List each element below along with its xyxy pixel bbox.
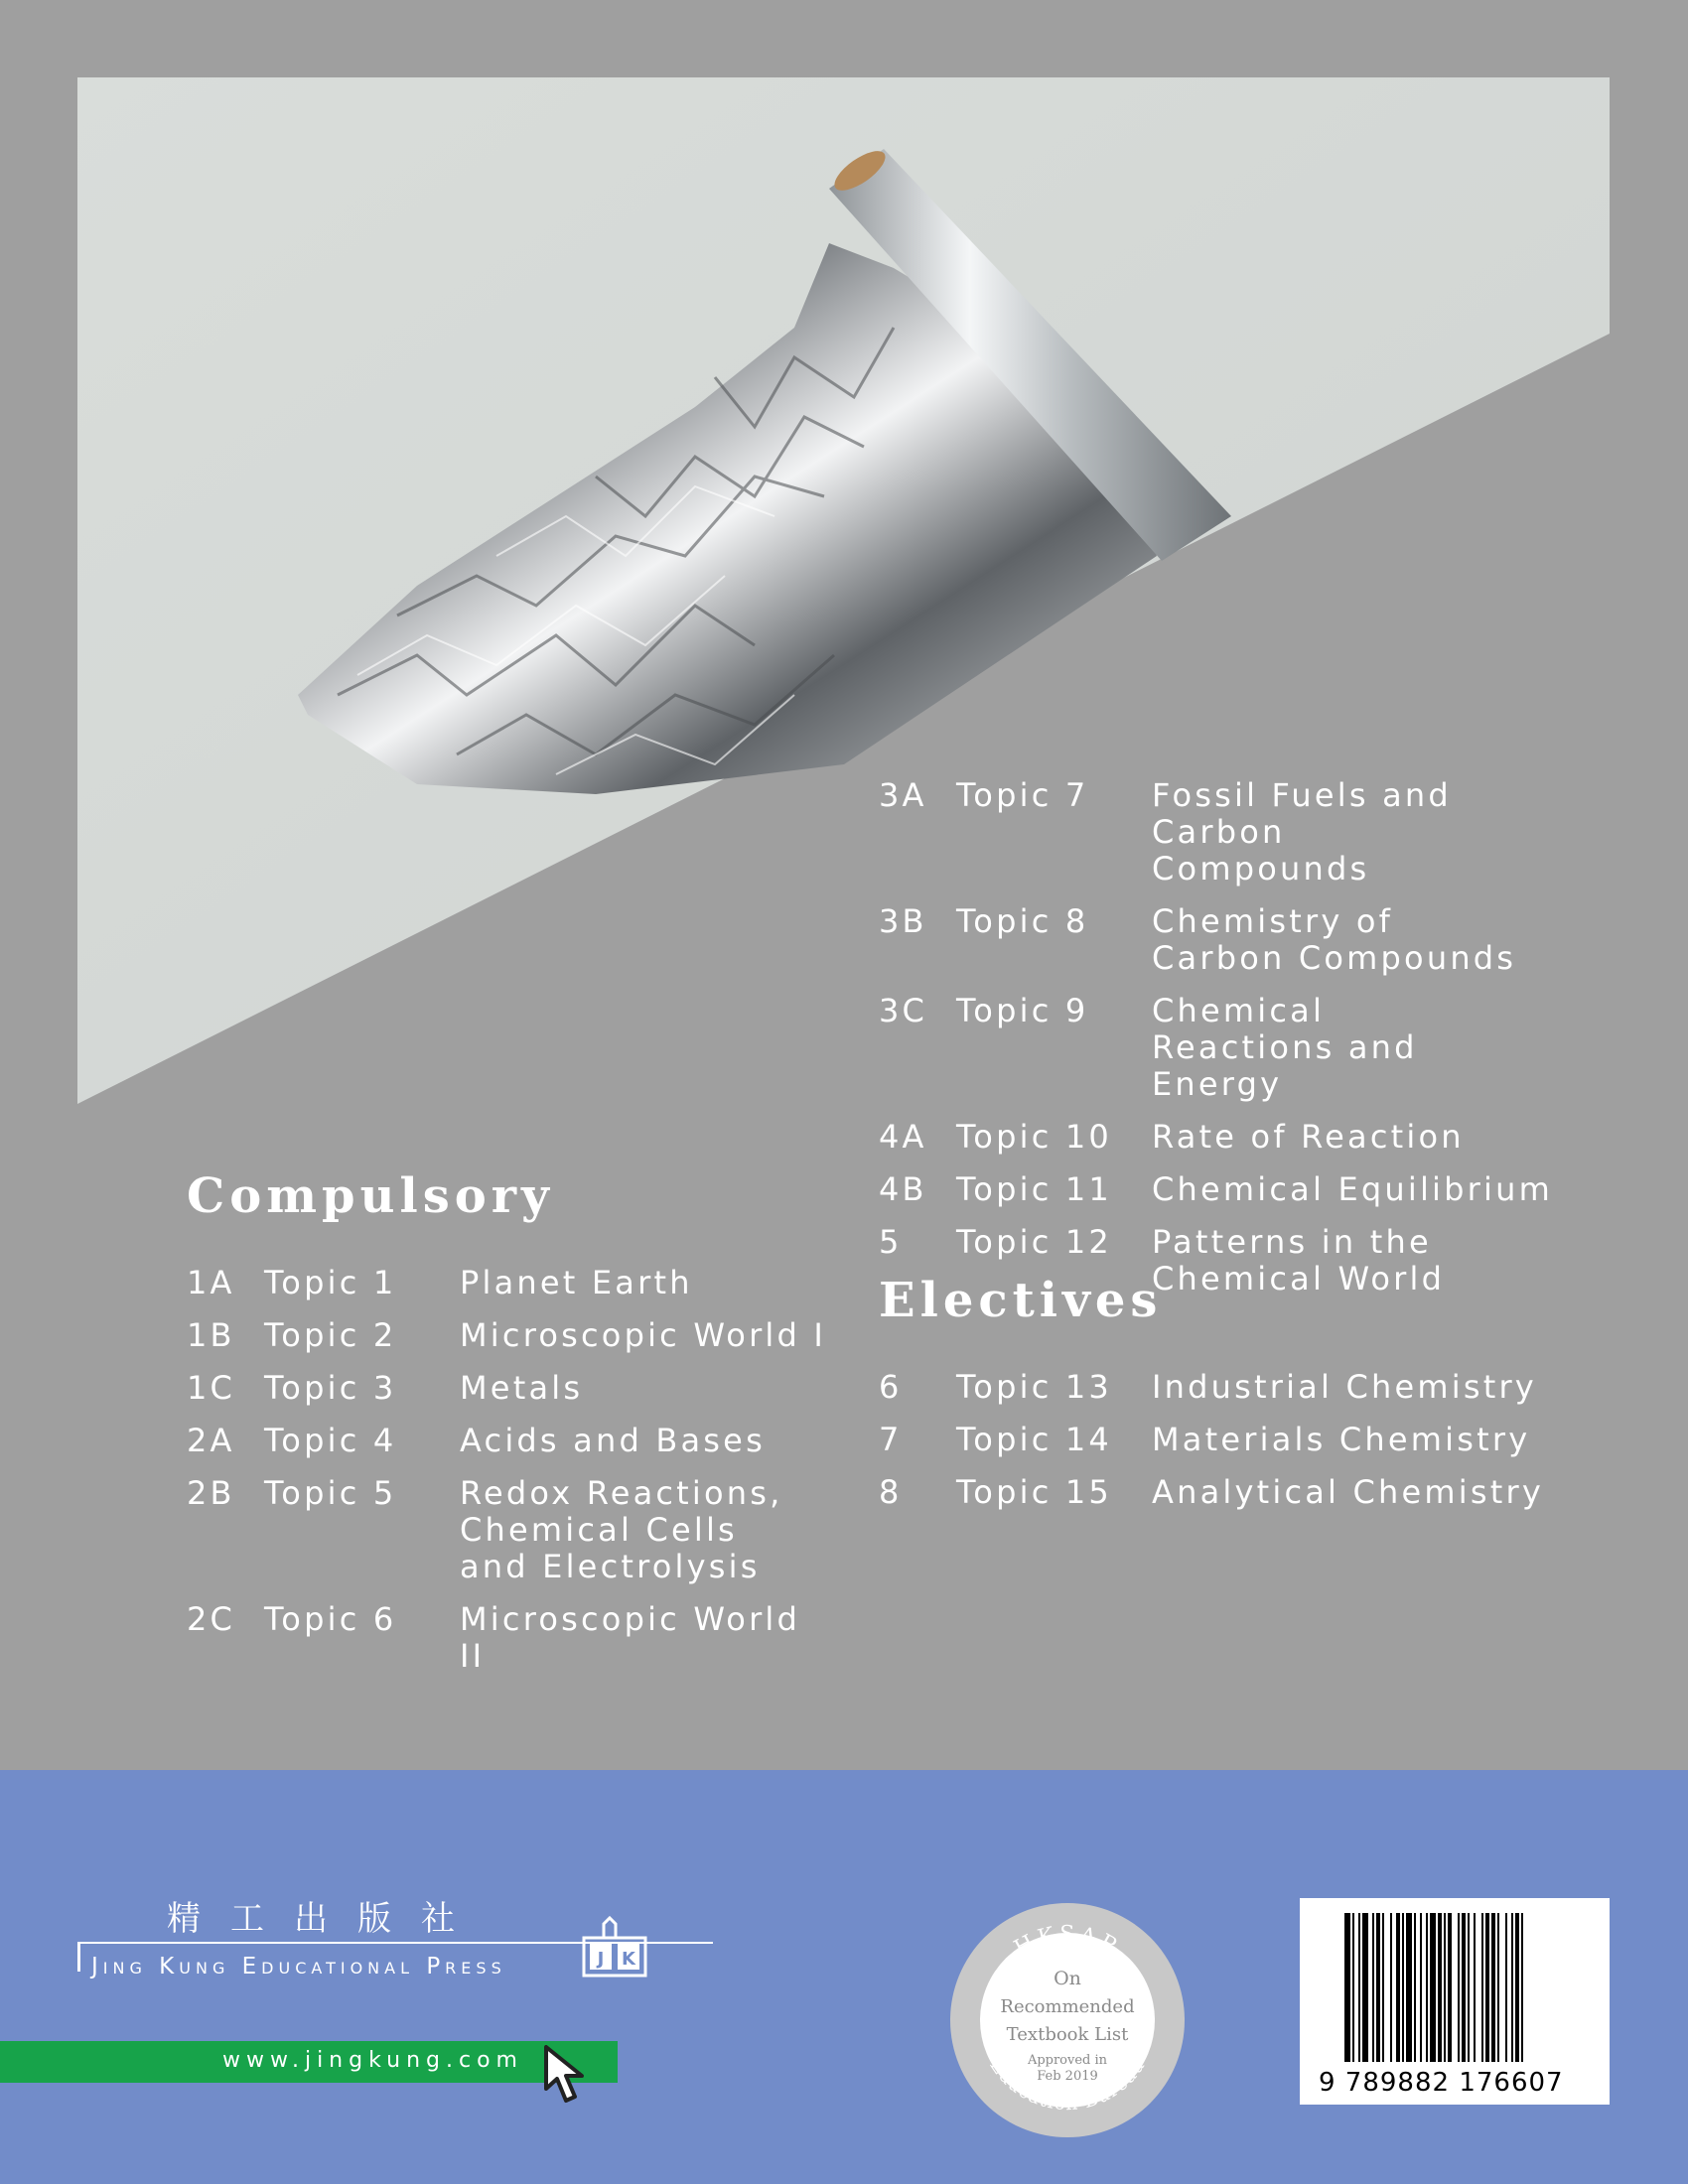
topic-number: Topic 2 — [264, 1316, 397, 1354]
electives-list — [879, 1369, 1554, 1527]
barcode-bar — [1444, 1913, 1446, 2062]
topic-name: Microscopic World II — [460, 1600, 801, 1675]
toc-row-3c — [879, 993, 1554, 1103]
barcode-bar — [1511, 1913, 1513, 2062]
seal-line-2: Recommended — [1000, 1996, 1135, 2017]
barcode-bar — [1505, 1913, 1507, 2062]
topic-name: Microscopic World I — [460, 1316, 827, 1354]
barcode-bar — [1485, 1913, 1489, 2062]
topic-number: Topic 8 — [956, 902, 1089, 940]
topic-number: Topic 13 — [956, 1368, 1112, 1406]
barcode-bar — [1468, 1913, 1470, 2062]
logo-line-tick — [77, 1942, 80, 1972]
topic-name: Metals — [460, 1369, 584, 1407]
barcode-bar — [1474, 1913, 1476, 2062]
star-icon: ✱ — [1119, 1969, 1131, 1984]
seal-top-text: HKSAR — [1010, 1921, 1125, 1962]
topic-code: 5 — [879, 1223, 903, 1261]
toc-row-2b — [187, 1475, 832, 1585]
barcode-bar — [1438, 1913, 1442, 2062]
toc-row-1c — [187, 1370, 832, 1407]
topic-name: Materials Chemistry — [1152, 1421, 1531, 1458]
topic-number: Topic 14 — [956, 1421, 1112, 1458]
topic-number: Topic 3 — [264, 1369, 397, 1407]
barcode-bar — [1376, 1913, 1380, 2062]
topic-code: 2A — [187, 1422, 235, 1459]
topic-name: Acids and Bases — [460, 1422, 766, 1459]
barcode-bar — [1497, 1913, 1499, 2062]
topic-name: Chemical Equilibrium — [1152, 1170, 1553, 1208]
topic-number: Topic 1 — [264, 1264, 397, 1301]
recommended-textbook-seal — [948, 1901, 1187, 2139]
topic-number: Topic 15 — [956, 1473, 1112, 1511]
barcode-bar — [1352, 1913, 1354, 2062]
topic-code: 6 — [879, 1368, 903, 1406]
barcode-bar — [1430, 1913, 1436, 2062]
barcode-bar — [1462, 1913, 1466, 2062]
barcode-bar — [1372, 1913, 1374, 2062]
jk-logo-icon — [582, 1916, 647, 1978]
toc-row-2c — [187, 1601, 832, 1675]
topic-name: Fossil Fuels and Carbon Compounds — [1152, 776, 1452, 887]
publisher-english-name: Jing Kung Educational Press — [91, 1954, 506, 1979]
toc-row-4a — [879, 1119, 1554, 1156]
logo-letter-k: K — [622, 1949, 635, 1970]
toc-row-4b — [879, 1171, 1554, 1208]
barcode-bar — [1414, 1913, 1416, 2062]
logo-letter-j: J — [597, 1949, 605, 1970]
barcode-bar — [1426, 1913, 1428, 2062]
compulsory-heading: Compulsory — [187, 1168, 554, 1224]
barcode-bar — [1344, 1913, 1350, 2062]
topic-name: Patterns in the Chemical World — [1152, 1223, 1446, 1297]
toc-row-1a — [187, 1265, 832, 1301]
topic-code: 3A — [879, 776, 927, 814]
isbn-number: 9 789882 176607 — [1319, 2068, 1564, 2098]
barcode-bar — [1382, 1913, 1384, 2062]
compulsory-list-right — [879, 777, 1554, 1313]
topic-code: 7 — [879, 1421, 903, 1458]
topic-code: 2C — [187, 1600, 236, 1638]
topic-code: 3B — [879, 902, 927, 940]
barcode-bar — [1420, 1913, 1422, 2062]
toc-row-7 — [879, 1422, 1554, 1458]
topic-name: Planet Earth — [460, 1264, 693, 1301]
toc-row-3b — [879, 903, 1554, 977]
toc-row-1b — [187, 1317, 832, 1354]
topic-name: Analytical Chemistry — [1152, 1473, 1544, 1511]
topic-code: 8 — [879, 1473, 903, 1511]
topic-name: Rate of Reaction — [1152, 1118, 1465, 1156]
topic-code: 1B — [187, 1316, 235, 1354]
barcode-bar — [1390, 1913, 1392, 2062]
topic-number: Topic 11 — [956, 1170, 1112, 1208]
topic-code: 2B — [187, 1474, 235, 1512]
topic-number: Topic 9 — [956, 992, 1089, 1029]
toc-row-6 — [879, 1369, 1554, 1406]
topic-number: Topic 6 — [264, 1600, 397, 1638]
barcode-bar — [1396, 1913, 1400, 2062]
seal-approved: Approved in — [1027, 2053, 1108, 2068]
topic-code: 3C — [879, 992, 928, 1029]
barcode-bar — [1406, 1913, 1412, 2062]
barcode-bar — [1521, 1913, 1523, 2062]
compulsory-list-left — [187, 1265, 832, 1691]
electives-heading: Electives — [879, 1273, 1163, 1328]
topic-name: Chemistry of Carbon Compounds — [1152, 902, 1517, 977]
seal-line-1: On — [1054, 1968, 1081, 1989]
barcode-bar — [1458, 1913, 1460, 2062]
barcode-bar — [1448, 1913, 1452, 2062]
topic-number: Topic 4 — [264, 1422, 397, 1459]
barcode-bar — [1515, 1913, 1519, 2062]
publisher-chinese-name: 精工出版社 — [167, 1899, 485, 1939]
topic-code: 1A — [187, 1264, 235, 1301]
website-url[interactable]: www.jingkung.com — [222, 2048, 523, 2073]
barcode-bar — [1481, 1913, 1483, 2062]
seal-bottom-text: Education Bureau — [985, 2054, 1150, 2116]
seal-line-3: Textbook List — [1006, 2024, 1129, 2045]
toc-row-8 — [879, 1474, 1554, 1511]
topic-number: Topic 12 — [956, 1223, 1112, 1261]
star-icon: ✱ — [1006, 1969, 1018, 1984]
topic-name: Redox Reactions, Chemical Cells and Electrolysis — [460, 1474, 783, 1585]
seal-date: Feb 2019 — [1037, 2069, 1098, 2084]
topic-number: Topic 7 — [956, 776, 1089, 814]
mouse-cursor-icon — [542, 2045, 590, 2105]
topic-code: 1C — [187, 1369, 236, 1407]
topic-number: Topic 5 — [264, 1474, 397, 1512]
barcode-bar — [1402, 1913, 1404, 2062]
topic-name: Industrial Chemistry — [1152, 1368, 1537, 1406]
topic-code: 4A — [879, 1118, 927, 1156]
barcode-bar — [1362, 1913, 1368, 2062]
topic-name: Chemical Reactions and Energy — [1152, 992, 1418, 1103]
toc-row-3a — [879, 777, 1554, 887]
topic-code: 4B — [879, 1170, 927, 1208]
toc-row-2a — [187, 1423, 832, 1459]
topic-number: Topic 10 — [956, 1118, 1112, 1156]
barcode-bar — [1358, 1913, 1360, 2062]
barcode-bar — [1491, 1913, 1495, 2062]
